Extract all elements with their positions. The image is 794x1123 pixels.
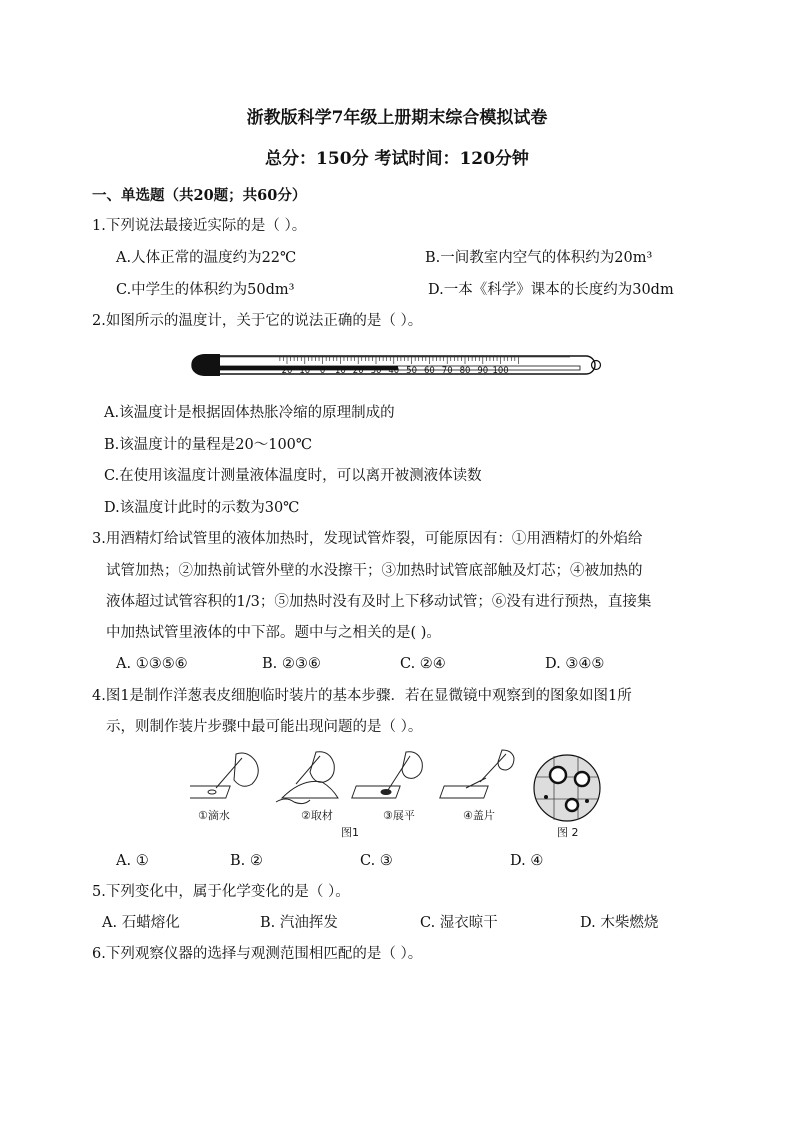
scale-label: 20 [281,366,293,376]
q4-option-c: C. ③ [360,853,393,869]
scale-label: 0 [319,366,326,376]
question-3-line-4: 中加热试管里液体的中下部。题中与之相关的是( )。 [106,625,441,641]
question-3-line-3: 液体超过试管容积的1/3；⑤加热时没有及时上下移动试管；⑥没有进行预热，直接集 [106,594,652,610]
step-dripping-sketch [190,753,258,798]
step-label-4: ④盖片 [463,809,495,822]
q5-option-d: D. 木柴燃烧 [580,915,659,931]
scale-label: 60 [423,366,435,376]
scale-label: 80 [459,366,471,376]
scale-label: 40 [388,366,400,376]
q1-option-c: C.中学生的体积约为50dm³ [116,282,295,298]
question-1-stem: 1.下列说法最接近实际的是（ ）。 [92,218,307,234]
q3-option-b: B. ②③⑥ [262,656,321,672]
question-6-stem: 6.下列观察仪器的选择与观测范围相匹配的是（ ）。 [92,946,423,962]
air-bubble-icon [575,772,589,786]
q1-option-b: B.一间教室内空气的体积约为20m³ [425,250,653,266]
q3-option-a: A. ①③⑤⑥ [116,656,188,672]
question-2-stem: 2.如图所示的温度计，关于它的说法正确的是（ ）。 [92,313,423,329]
figure-2-caption: 图 2 [557,826,579,839]
step-covering-sketch [440,750,514,798]
q1-option-a: A.人体正常的温度约为22℃ [116,250,297,266]
question-4-line-2: 示，则制作装片步骤中最可能出现问题的是（ ）。 [106,719,423,735]
question-3-line-1: 3.用酒精灯给试管里的液体加热时，发现试管炸裂，可能原因有：①用酒精灯的外焰给 [92,531,643,547]
microscope-view-figure [532,753,602,823]
section-heading: 一、单选题（共20题；共60分） [92,187,307,204]
step-sampling-sketch [276,752,338,804]
q2-option-d: D.该温度计此时的示数为30℃ [104,500,300,516]
q2-option-b: B.该温度计的量程是20～100℃ [104,437,313,453]
scale-label: 90 [477,366,489,376]
slide-steps-figure [190,748,530,808]
q5-option-b: B. 汽油挥发 [260,915,338,931]
step-spreading-sketch [352,752,423,798]
question-3-line-2: 试管加热；②加热前试管外壁的水没擦干；③加热时试管底部触及灯芯；④被加热的 [106,563,643,579]
thermometer-figure [190,346,610,382]
step-label-1: ①滴水 [198,809,230,822]
q3-option-d: D. ③④⑤ [545,656,605,672]
exam-info: 总分：150分 考试时间：120分钟 [265,149,529,169]
q4-option-d: D. ④ [510,853,544,869]
figure-1-caption: 图1 [341,826,359,839]
q4-option-a: A. ① [116,853,149,869]
q3-option-c: C. ②④ [400,656,446,672]
q1-option-d: D.一本《科学》课本的长度约为30dm [428,282,674,298]
scale-label: 30 [370,366,382,376]
air-bubble-icon [550,767,566,783]
q5-option-c: C. 湿衣晾干 [420,915,498,931]
scale-label: 50 [406,366,418,376]
q2-option-a: A.该温度计是根据固体热胀冷缩的原理制成的 [104,405,395,421]
air-bubble-icon [566,799,578,811]
q2-option-c: C.在使用该温度计测量液体温度时，可以离开被测液体读数 [104,468,482,484]
step-label-2: ②取材 [301,809,333,822]
scale-label: 100 [492,366,509,376]
scale-label: 20 [352,366,364,376]
question-5-stem: 5.下列变化中，属于化学变化的是（ ）。 [92,884,350,900]
scale-label: 70 [441,366,453,376]
scale-label: 10 [334,366,346,376]
page-title: 浙教版科学7年级上册期末综合模拟试卷 [246,108,548,128]
step-label-3: ③展平 [383,809,415,822]
q4-option-b: B. ② [230,853,263,869]
q5-option-a: A. 石蜡熔化 [102,915,180,931]
question-4-line-1: 4.图1是制作洋葱表皮细胞临时装片的基本步骤．若在显微镜中观察到的图象如图1所 [92,688,632,704]
scale-label: 10 [299,366,311,376]
